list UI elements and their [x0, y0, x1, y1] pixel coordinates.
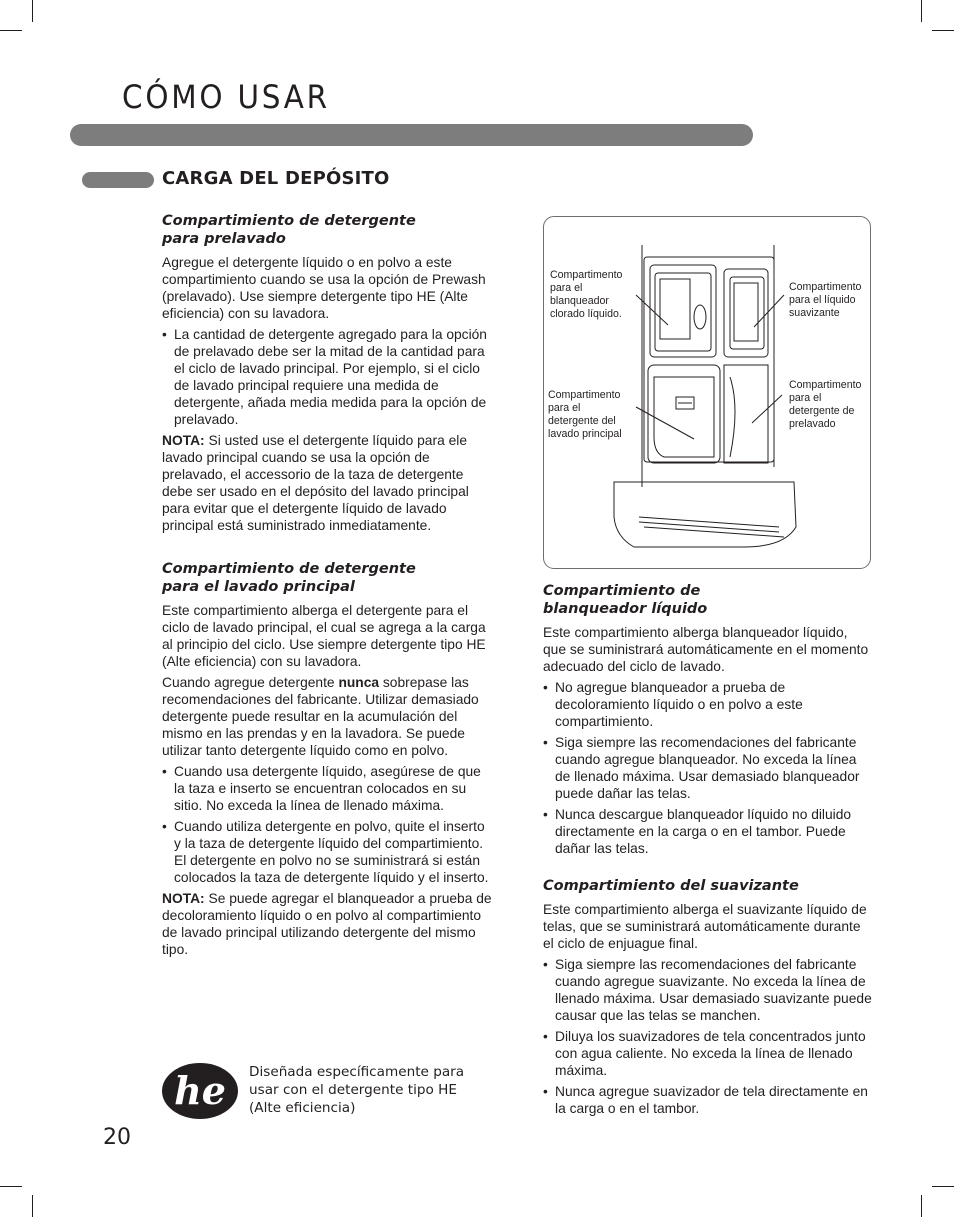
section-pill: [82, 172, 154, 188]
crop-mark: [932, 30, 954, 31]
label-line: lavado principal: [548, 428, 622, 440]
crop-mark: [932, 1186, 954, 1187]
crop-mark: [32, 1195, 33, 1217]
list-item: • Cuando utiliza detergente en polvo, quite el inserto y la taza de detergente líquido del compartimiento. El detergente en polvo no se suministrará si están colocados la taza de detergente líquido y el inserto.: [162, 818, 492, 886]
prewash-section: [162, 212, 492, 534]
label-line: Compartimento: [789, 281, 862, 293]
drawer-frame: [644, 257, 774, 462]
text-run: sobrepase las recomendaciones del fabricante. Utilizar demasiado detergente puede resultar en la acumulación del mismo en las prendas y en la lavadora. Se puede utilizar tanto detergente líquido como en polvo.: [162, 675, 479, 758]
page-number: 20: [103, 1125, 131, 1150]
left-column: [162, 212, 492, 962]
main-wash-bullets: [162, 763, 492, 886]
dispenser-diagram: [543, 216, 871, 569]
page-title: CÓMO USAR: [122, 78, 330, 116]
label-line: prelavado: [789, 418, 836, 430]
list-item: • La cantidad de detergente agregado para la opción de prelavado debe ser la mitad de la cantidad para el ciclo de lavado principal. Por ejemplo, si el ciclo de lavado principal requiere una medida de detergente, añada media medida para la opción de prelavado.: [162, 326, 492, 428]
he-text-line3: (Alte eficiencia): [249, 1100, 356, 1116]
section-title: CARGA DEL DEPÓSITO: [162, 168, 390, 189]
he-text-line1: Diseñada específicamente para: [249, 1064, 465, 1080]
label-line: blanqueador: [550, 295, 609, 307]
bleach-paragraph: Este compartimiento alberga blanqueador líquido, que se suministrará automáticamente en el momento adecuado del ciclo de lavado.: [543, 625, 869, 674]
softener-compartment: [724, 269, 768, 357]
main-wash-heading-line2: para el lavado principal: [162, 579, 355, 595]
note-label: NOTA:: [162, 891, 205, 906]
prewash-heading-line2: para prelavado: [162, 231, 286, 247]
handle-line: [639, 522, 779, 532]
he-logo-text: he: [174, 1068, 226, 1113]
he-logo-graphic: [160, 1060, 240, 1122]
prewash-bullets: [162, 326, 492, 428]
text-run: Cuando agregue detergente: [162, 675, 339, 690]
main-wash-cup: [654, 377, 714, 457]
label-line: Compartimento: [789, 379, 862, 391]
title-bar: [70, 124, 753, 146]
bleach-cup: [660, 279, 690, 339]
he-logo: [160, 1060, 240, 1122]
list-item: • Cuando usa detergente líquido, asegúrese de que la taza e inserto se encuentran colocados en su sitio. No exceda la línea de llenado máxima.: [162, 763, 492, 814]
crop-mark: [921, 1195, 922, 1217]
prewash-heading-line1: Compartimiento de detergente: [162, 213, 416, 229]
list-item: • Siga siempre las recomendaciones del fabricante cuando agregue blanqueador. No exceda la línea de llenado máxima. Usar demasiado blanqueador puede dañar las telas.: [543, 734, 873, 802]
prewash-heading: [162, 212, 492, 248]
bleach-bullets: [543, 679, 873, 857]
softener-cup: [734, 283, 758, 341]
label-bleach: [550, 269, 622, 321]
main-wash-note: [162, 890, 492, 958]
emphasis-nunca: nunca: [338, 675, 380, 690]
handle-line: [644, 527, 784, 537]
bleach-siphon: [694, 305, 706, 329]
list-item: • Nunca descargue blanqueador líquido no diluido directamente en la carga o en el tambor. Puede dañar las telas.: [543, 806, 873, 857]
softener-paragraph: Este compartimiento alberga el suavizante líquido de telas, que se suministrará automáticamente durante el ciclo de enjuague final.: [543, 902, 867, 951]
bleach-heading: [543, 582, 873, 618]
crop-mark: [0, 30, 22, 31]
main-wash-heading: [162, 560, 492, 596]
main-wash-paragraph-1: Este compartimiento alberga el detergente para el ciclo de lavado principal, el cual se agrega a la carga al principio del ciclo. Use siempre detergente tipo HE (Alte eficiencia) con su lavadora.: [162, 603, 486, 669]
prewash-paragraph: Agregue el detergente líquido o en polvo a este compartimiento cuando se usa la opción de Prewash (prelavado). Use siempre detergente tipo HE (Alte eficiencia) con su lavadora.: [162, 255, 486, 321]
label-line: detergente de: [789, 405, 855, 417]
note-text: Se puede agregar el blanqueador a prueba de decoloramiento líquido o en polvo al compartimiento de lavado principal utilizando detergente del mismo tipo.: [162, 891, 492, 957]
label-prewash: [789, 379, 861, 431]
bleach-section: [543, 582, 873, 857]
label-line: detergente del: [548, 415, 616, 427]
crop-mark: [921, 0, 922, 22]
drawer-front: [614, 482, 796, 547]
softener-section: [543, 877, 873, 1117]
label-line: suavizante: [789, 307, 840, 319]
label-line: Compartimento: [550, 269, 623, 281]
note-label: NOTA:: [162, 433, 205, 448]
main-wash-heading-line1: Compartimiento de detergente: [162, 561, 416, 577]
leader-line: [636, 295, 668, 325]
handle-line: [639, 517, 779, 527]
right-column: [543, 582, 873, 1121]
label-softener: [789, 281, 861, 320]
list-item: • Nunca agregue suavizador de tela directamente en la carga o en el tambor.: [543, 1083, 873, 1117]
leader-line: [636, 407, 694, 439]
label-line: para el: [548, 402, 581, 414]
label-line: para el: [550, 282, 583, 294]
crop-mark: [32, 0, 33, 22]
list-item: • No agregue blanqueador a prueba de decoloramiento líquido o en polvo a este compartimiento.: [543, 679, 873, 730]
softener-compartment-inner: [730, 277, 764, 349]
main-wash-compartment: [648, 365, 720, 463]
bleach-heading-line1: Compartimiento de: [543, 583, 701, 599]
bleach-heading-line2: blanqueador líquido: [543, 601, 708, 617]
he-text-line2: usar con el detergente tipo HE: [249, 1082, 457, 1098]
main-wash-paragraph-2: [162, 674, 492, 759]
crop-mark: [0, 1186, 22, 1187]
label-main-wash: [548, 389, 622, 441]
softener-bullets: [543, 956, 873, 1117]
label-line: para el: [789, 392, 822, 404]
list-item: • Siga siempre las recomendaciones del fabricante cuando agregue suavizante. No exceda la línea de llenado máxima. Usar demasiado suavizante puede causar que las telas se manchen.: [543, 956, 873, 1024]
prewash-note: [162, 432, 492, 534]
leader-line: [752, 395, 782, 423]
list-item: • Diluya los suavizadores de tela concentrados junto con agua caliente. No exceda la línea de llenado máxima.: [543, 1028, 873, 1079]
note-text: Si usted use el detergente líquido para ele lavado principal cuando se usa la opción de prelavado, el accessorio de la taza de detergente debe ser usado en el depósito del lavado principal para evitar que el detergente líquido de lavado principal está suministrado inmediatamente.: [162, 433, 469, 533]
label-line: Compartimento: [548, 389, 621, 401]
he-badge-text: [249, 1063, 489, 1117]
label-line: para el líquido: [789, 294, 856, 306]
label-line: clorado líquido.: [550, 308, 622, 320]
prewash-curve: [730, 377, 735, 457]
softener-heading: Compartimiento del suavizante: [543, 878, 799, 894]
main-wash-section: [162, 560, 492, 958]
